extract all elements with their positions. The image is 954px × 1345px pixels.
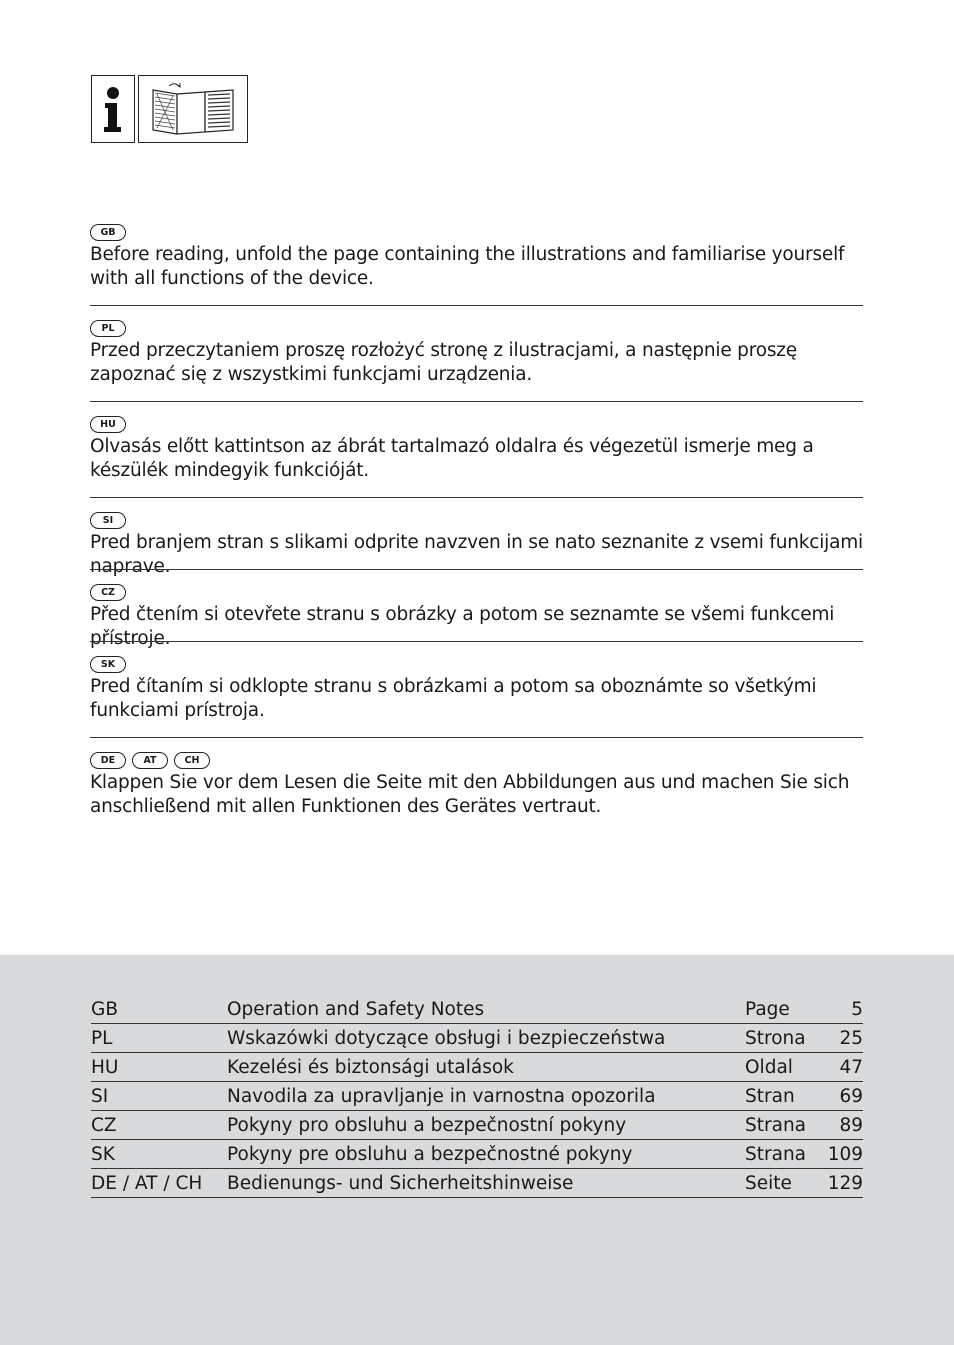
toc-row[interactable] <box>91 1140 863 1169</box>
lang-badge: AT <box>132 752 168 769</box>
lang-block-gb <box>90 222 863 291</box>
divider <box>90 305 863 306</box>
toc-page-word: Stran <box>745 1082 823 1111</box>
toc-page-number: 47 <box>823 1053 863 1082</box>
divider <box>90 401 863 402</box>
lang-block-hu <box>90 414 863 483</box>
toc-title: Wskazówki dotyczące obsługi i bezpieczeństwa <box>227 1024 745 1053</box>
divider <box>90 737 863 738</box>
lang-badge: CZ <box>90 584 126 601</box>
table-of-contents <box>91 995 863 1198</box>
toc-row[interactable] <box>91 1169 863 1198</box>
toc-page-number: 25 <box>823 1024 863 1053</box>
toc-page-word: Strona <box>745 1024 823 1053</box>
toc-row[interactable] <box>91 1024 863 1053</box>
toc-title: Pokyny pre obsluhu a bezpečnostné pokyny <box>227 1140 745 1169</box>
lang-block-pl <box>90 318 863 387</box>
toc-lang-code: PL <box>91 1024 227 1053</box>
toc-title: Bedienungs- und Sicherheitshinweise <box>227 1169 745 1198</box>
lang-instruction-text: Pred čítaním si odklopte stranu s obrázkami a potom sa oboznámte so všetkými funkciami prístroja. <box>90 676 817 721</box>
lang-badge: SK <box>90 656 126 673</box>
lang-instruction-text: Przed przeczytaniem proszę rozłożyć stronę z ilustracjami, a następnie proszę zapoznać się z wszystkimi funkcjami urządzenia. <box>90 340 797 385</box>
toc-page-word: Seite <box>745 1169 823 1198</box>
lang-badge: HU <box>90 416 126 433</box>
toc-page-number: 69 <box>823 1082 863 1111</box>
toc-page-word: Page <box>745 995 823 1024</box>
toc-page-number: 129 <box>823 1169 863 1198</box>
toc-title: Kezelési és biztonsági utalások <box>227 1053 745 1082</box>
lang-instruction-text: Před čtením si otevřete stranu s obrázky a potom se seznamte se všemi funkcemi přístroje. <box>90 604 835 649</box>
toc-page-number: 89 <box>823 1111 863 1140</box>
toc-row[interactable] <box>91 1111 863 1140</box>
lang-instruction-text: Pred branjem stran s slikami odprite navzven in se nato seznanite z vsemi funkcijami naprave. <box>90 532 864 577</box>
divider <box>90 569 863 570</box>
toc-lang-code: CZ <box>91 1111 227 1140</box>
toc-page-number: 109 <box>823 1140 863 1169</box>
lang-badge: GB <box>90 224 126 241</box>
divider <box>90 641 863 642</box>
toc-row[interactable] <box>91 1053 863 1082</box>
toc-page-word: Oldal <box>745 1053 823 1082</box>
toc-page-number: 5 <box>823 995 863 1024</box>
toc-lang-code: SI <box>91 1082 227 1111</box>
toc-title: Pokyny pro obsluhu a bezpečnostní pokyny <box>227 1111 745 1140</box>
toc-row[interactable] <box>91 995 863 1024</box>
info-icon <box>91 75 135 143</box>
lang-badge: PL <box>90 320 126 337</box>
toc-lang-code: DE / AT / CH <box>91 1169 227 1198</box>
toc-page-word: Strana <box>745 1140 823 1169</box>
divider <box>90 497 863 498</box>
lang-badge: SI <box>90 512 126 529</box>
toc-title: Navodila za upravljanje in varnostna opozorila <box>227 1082 745 1111</box>
toc-lang-code: GB <box>91 995 227 1024</box>
lang-instruction-text: Olvasás előtt kattintson az ábrát tartalmazó oldalra és végezetül ismerje meg a készülék mindegyik funkcióját. <box>90 436 814 481</box>
fold-out-pages-icon <box>138 75 248 143</box>
toc-row[interactable] <box>91 1082 863 1111</box>
toc-title: Operation and Safety Notes <box>227 995 745 1024</box>
lang-block-sk <box>90 654 863 723</box>
lang-instruction-text: Before reading, unfold the page containing the illustrations and familiarise yourself with all functions of the device. <box>90 244 845 289</box>
toc-lang-code: HU <box>91 1053 227 1082</box>
lang-instruction-text: Klappen Sie vor dem Lesen die Seite mit den Abbildungen aus und machen Sie sich anschließend mit allen Funktionen des Gerätes vertraut. <box>90 772 850 817</box>
lang-badge: CH <box>174 752 210 769</box>
lang-block-de-at-ch <box>90 750 863 819</box>
lang-badge: DE <box>90 752 126 769</box>
toc-lang-code: SK <box>91 1140 227 1169</box>
toc-page-word: Strana <box>745 1111 823 1140</box>
